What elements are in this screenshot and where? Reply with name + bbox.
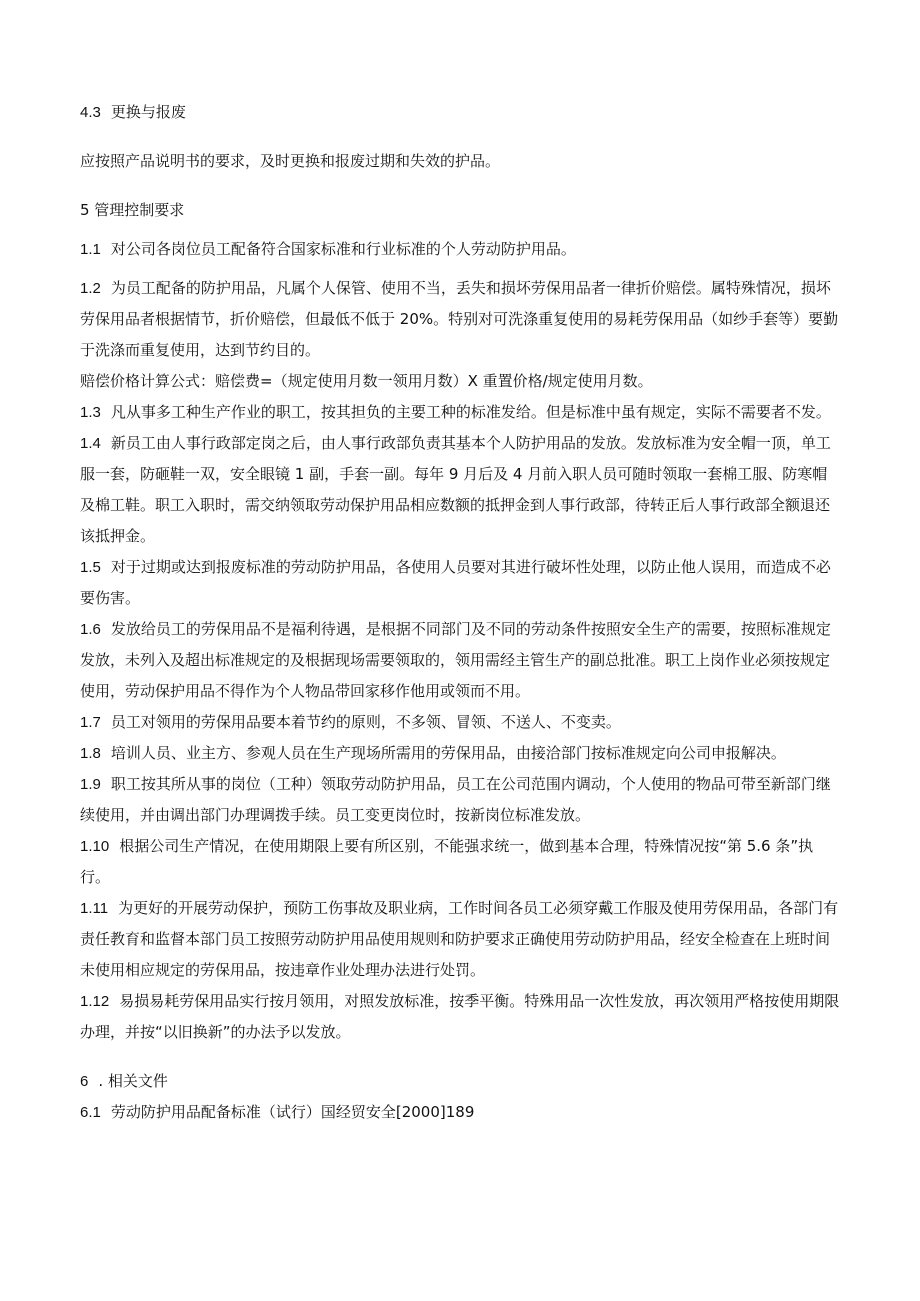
list-item: [80, 614, 840, 707]
item-number: 6.1: [80, 1104, 101, 1121]
list-item: [80, 397, 840, 428]
list-item: [80, 738, 840, 769]
item-text: 赔偿价格计算公式：赔偿费=（规定使用月数一领用月数）X 重置价格/规定使用月数。: [80, 372, 653, 390]
list-item: [80, 428, 840, 552]
section-4-3-text: 应按照产品说明书的要求，及时更换和报废过期和失效的护品。: [80, 152, 501, 170]
section-6-1: [80, 1097, 840, 1128]
section-5-heading: 5 管理控制要求: [80, 201, 185, 219]
section-title: 更换与报废: [110, 103, 186, 121]
item-number: 1.11: [80, 900, 109, 917]
section-6-heading: [80, 1066, 840, 1097]
item-list: [80, 234, 840, 1048]
item-text: 根据公司生产情况，在使用期限上要有所区别，不能强求统一，做到基本合理，特殊情况按“第 5.6 条”执行。: [80, 837, 814, 886]
list-item: [80, 769, 840, 831]
item-number: 1.1: [80, 241, 101, 258]
item-text: 新员工由人事行政部定岗之后，由人事行政部负责其基本个人防护用品的发放。发放标准为安全帽一顶，单工服一套，防砸鞋一双，安全眼镜 1 副，手套一副。每年 9 月后及 4 月前入职人员可随时领取一套棉工服、防寒帽及棉工鞋。职工入职时，需交纳领取劳动保护用品相应数额的抵押金到人事行政部，待转正后人事行政部全额退还该抵押金。: [80, 434, 831, 545]
section-title: . 相关文件: [98, 1072, 168, 1090]
item-text: 员工对领用的劳保用品要本着节约的原则，不多领、冒领、不送人、不变卖。: [110, 713, 621, 731]
item-text: 对于过期或达到报废标准的劳动防护用品，各使用人员要对其进行破坏性处理，以防止他人误用，而造成不必要伤害。: [80, 558, 831, 607]
section-number: 6: [80, 1073, 89, 1090]
list-item: [80, 831, 840, 893]
item-text: 劳动防护用品配备标准（试行）国经贸安全[2000]189: [110, 1103, 475, 1121]
formula-line: [80, 366, 840, 397]
list-item: [80, 552, 840, 614]
item-number: 1.5: [80, 559, 101, 576]
item-number: 1.6: [80, 621, 101, 638]
list-item: [80, 273, 840, 366]
item-text: 职工按其所从事的岗位（工种）领取劳动防护用品，员工在公司范围内调动，个人使用的物品可带至新部门继续使用，并由调出部门办理调拨手续。员工变更岗位时，按新岗位标准发放。: [80, 775, 831, 824]
list-item: [80, 234, 840, 265]
item-number: 1.2: [80, 280, 101, 297]
item-number: 1.8: [80, 745, 101, 762]
item-text: 培训人员、业主方、参观人员在生产现场所需用的劳保用品，由接洽部门按标准规定向公司申报解决。: [110, 744, 786, 762]
item-number: 1.10: [80, 838, 110, 855]
list-item: [80, 893, 840, 986]
item-number: 1.3: [80, 404, 101, 421]
list-item: [80, 707, 840, 738]
section-number: 4.3: [80, 104, 101, 121]
item-number: 1.4: [80, 435, 101, 452]
item-text: 为更好的开展劳动保护，预防工伤事故及职业病，工作时间各员工必须穿戴工作服及使用劳保用品，各部门有责任教育和监督本部门员工按照劳动防护用品使用规则和防护要求正确使用劳动防护用品，经安全检查在上班时间未使用相应规定的劳保用品，按违章作业处理办法进行处罚。: [80, 899, 839, 979]
item-text: 发放给员工的劳保用品不是福利待遇，是根据不同部门及不同的劳动条件按照安全生产的需要，按照标准规定发放，未列入及超出标准规定的及根据现场需要领取的，领用需经主管生产的副总批准。职工上岗作业必须按规定使用，劳动保护用品不得作为个人物品带回家移作他用或领而不用。: [80, 620, 831, 700]
item-text: 凡从事多工种生产作业的职工，按其担负的主要工种的标准发给。但是标准中虽有规定，实际不需要者不发。: [110, 403, 831, 421]
item-text: 为员工配备的防护用品，凡属个人保管、使用不当，丢失和损坏劳保用品者一律折价赔偿。属特殊情况，损坏劳保用品者根据情节，折价赔偿，但最低不低于 20%。特别对可洗涤重复使用的易耗劳保用品（如纱手套等）要勤于洗涤而重复使用，达到节约目的。: [80, 279, 839, 359]
item-number: 1.7: [80, 714, 101, 731]
item-text: 易损易耗劳保用品实行按月领用，对照发放标准，按季平衡。特殊用品一次性发放，再次领用严格按使用期限办理，并按“以旧换新”的办法予以发放。: [80, 992, 840, 1041]
item-number: 1.9: [80, 776, 101, 793]
item-text: 对公司各岗位员工配备符合国家标准和行业标准的个人劳动防护用品。: [110, 240, 576, 258]
document-body: [80, 97, 840, 1128]
item-number: 1.12: [80, 993, 110, 1010]
section-4-3-heading: [80, 97, 840, 128]
list-item: [80, 986, 840, 1048]
